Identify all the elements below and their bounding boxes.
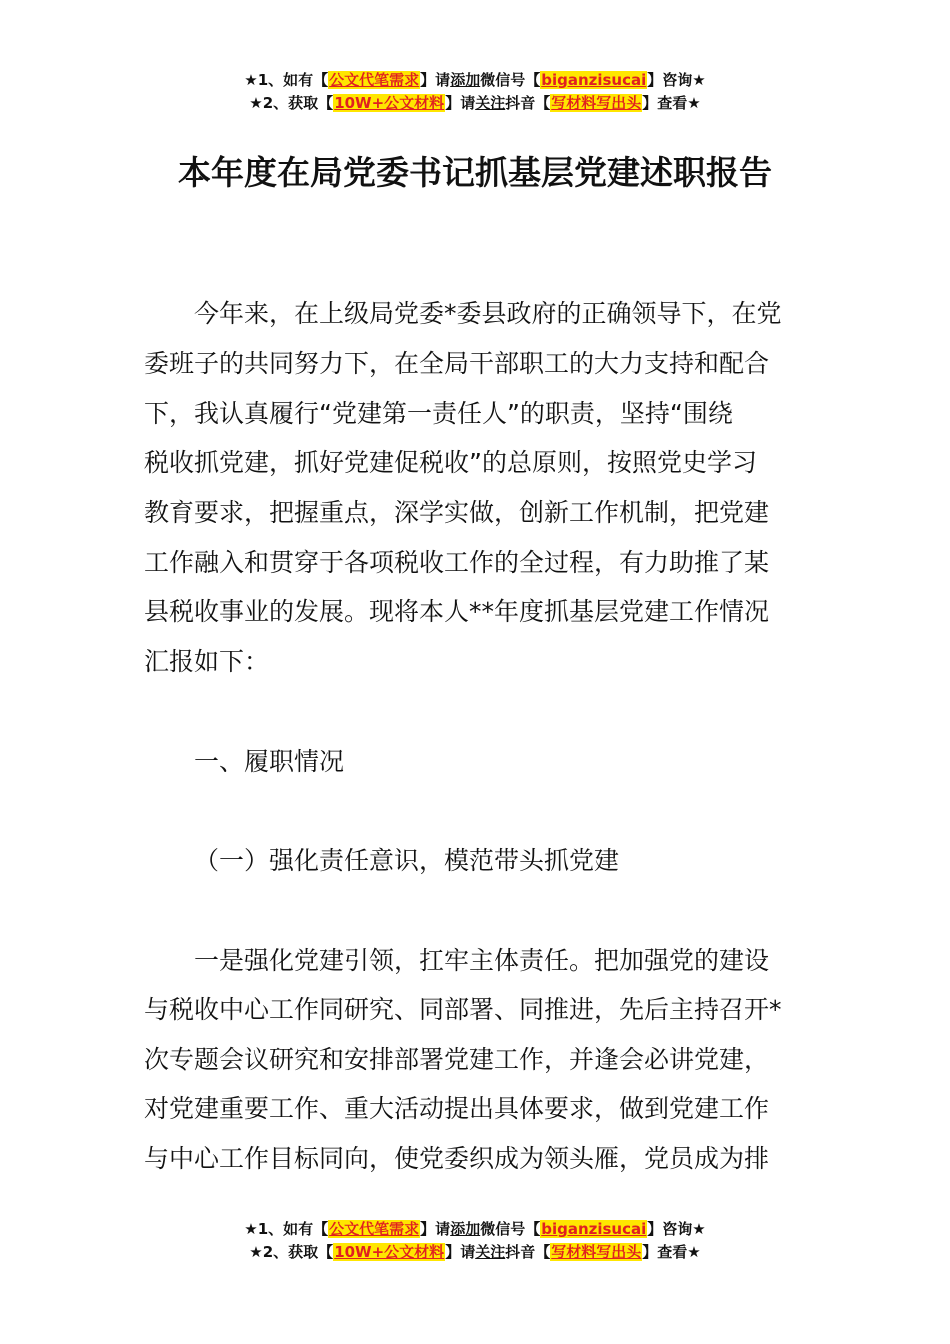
subsection-heading: （一）强化责任意识，模范带头抓党建 (194, 846, 620, 875)
paragraph-line: 次专题会议研究和安排部署党建工作，并逢会必讲党建， (144, 1045, 770, 1074)
promo-text: 】咨询★ (647, 1220, 706, 1238)
paragraph-line: 一是强化党建引领，扛牢主体责任。把加强党的建设 (194, 946, 770, 975)
promo-line-2 (0, 1241, 950, 1264)
promo-line-2 (0, 92, 950, 115)
promo-text: 微信号【 (480, 71, 541, 89)
promo-line-1 (0, 69, 950, 92)
promo-underlined: 添加 (450, 1220, 481, 1238)
promo-text: ★1、如有【 (244, 1220, 329, 1238)
promo-highlight: biganzisucai (541, 1220, 647, 1238)
promo-underlined: 关注 (475, 1243, 506, 1261)
promo-highlight: 10W+公文材料 (334, 1243, 445, 1261)
promo-text: 】请 (445, 94, 476, 112)
paragraph-line: 与中心工作目标同向，使党委织成为领头雁，党员成为排 (144, 1144, 770, 1173)
paragraph-line: 县税收事业的发展。现将本人**年度抓基层党建工作情况 (144, 597, 770, 626)
promo-line-1 (0, 1218, 950, 1241)
promo-text: ★2、获取【 (249, 94, 334, 112)
promo-header (0, 69, 950, 115)
document-title: 本年度在局党委书记抓基层党建述职报告 (178, 153, 772, 192)
promo-highlight: 10W+公文材料 (334, 94, 445, 112)
promo-underlined: 添加 (450, 71, 481, 89)
promo-text: 】查看★ (642, 94, 701, 112)
promo-text: 】咨询★ (647, 71, 706, 89)
promo-footer (0, 1218, 950, 1264)
promo-highlight: 公文代笔需求 (329, 1220, 420, 1238)
paragraph-line: 与税收中心工作同研究、同部署、同推进，先后主持召开* (144, 995, 782, 1024)
paragraph-line: 教育要求，把握重点，深学实做，创新工作机制，把党建 (144, 498, 770, 527)
promo-highlight: biganzisucai (541, 71, 647, 89)
paragraph-line: 对党建重要工作、重大活动提出具体要求，做到党建工作 (144, 1094, 770, 1123)
promo-highlight: 写材料写出头 (551, 94, 642, 112)
section-heading: 一、履职情况 (194, 747, 345, 776)
paragraph-line: 工作融入和贯穿于各项税收工作的全过程，有力助推了某 (144, 548, 770, 577)
promo-underlined: 关注 (475, 94, 506, 112)
promo-text: 抖音【 (505, 94, 551, 112)
promo-text: ★1、如有【 (244, 71, 329, 89)
promo-text: 抖音【 (505, 1243, 551, 1261)
paragraph-line: 汇报如下： (144, 647, 270, 676)
promo-text: 】请 (420, 1220, 451, 1238)
promo-text: 微信号【 (480, 1220, 541, 1238)
paragraph-line: 下，我认真履行“党建第一责任人”的职责，坚持“围绕 (144, 399, 733, 428)
promo-text: 】请 (445, 1243, 476, 1261)
paragraph-line: 今年来，在上级局党委*委县政府的正确领导下，在党 (194, 299, 782, 328)
promo-highlight: 公文代笔需求 (329, 71, 420, 89)
promo-text: 】请 (420, 71, 451, 89)
paragraph-line: 税收抓党建，抓好党建促税收”的总原则，按照党史学习 (144, 448, 757, 477)
paragraph-line: 委班子的共同努力下，在全局干部职工的大力支持和配合 (144, 349, 770, 378)
promo-text: 】查看★ (642, 1243, 701, 1261)
promo-text: ★2、获取【 (249, 1243, 334, 1261)
promo-highlight: 写材料写出头 (551, 1243, 642, 1261)
